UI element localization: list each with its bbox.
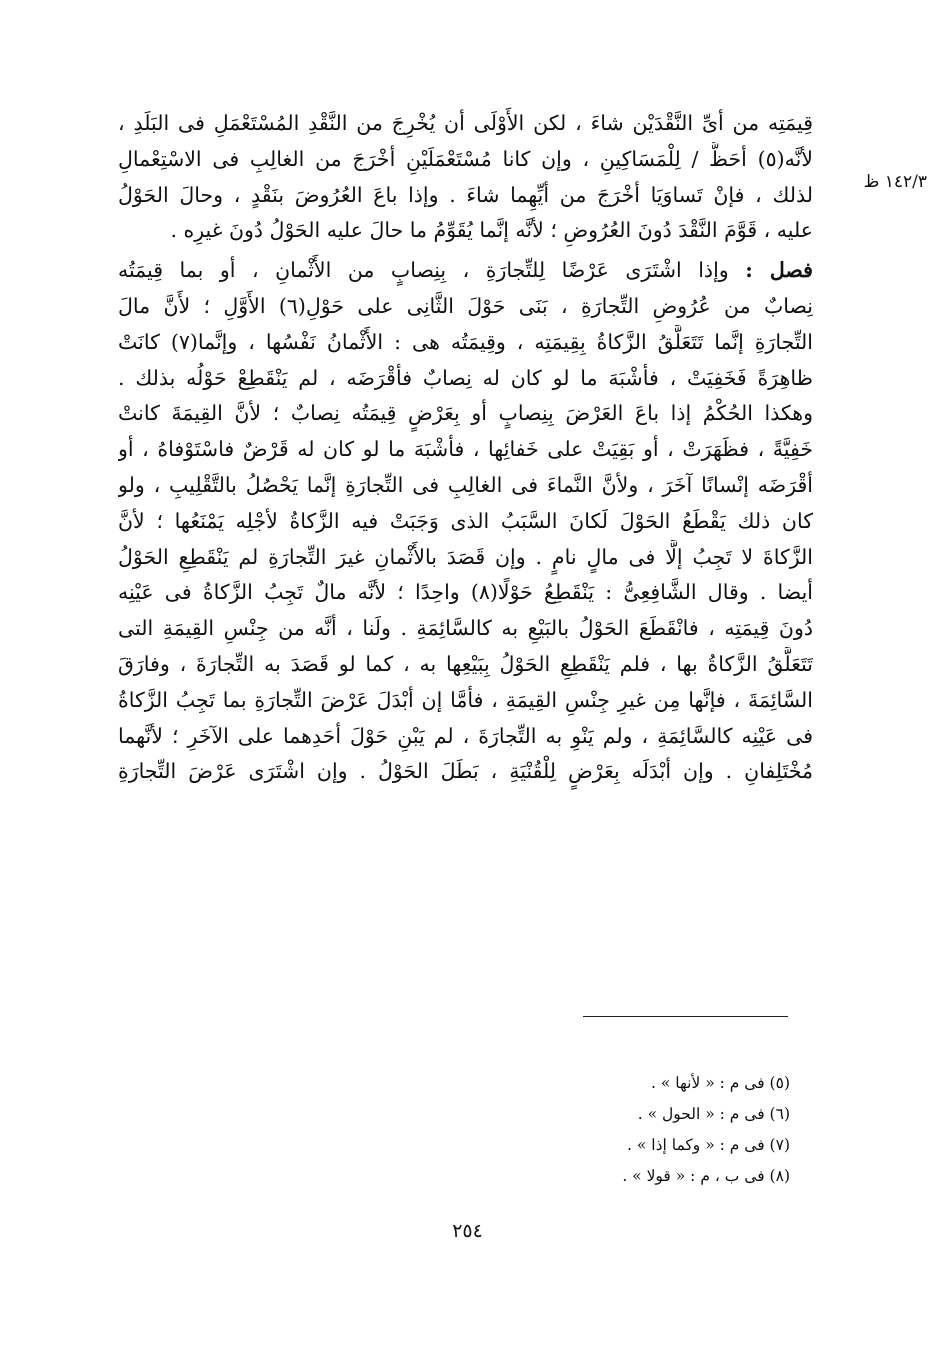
- footnote-separator: [583, 1016, 788, 1017]
- footnote-item: (٥) فى م : « لأنها » .: [651, 1074, 790, 1092]
- text-line: التِّجارَةِ إنَّما تَتَعَلَّقُ الزَّكاةُ بِقِيمَتِه ، وقِيمَتُه هى : الأَثْمانُ نَفْسُها ، وإنَّما(٧) كانَتْ: [118, 329, 813, 354]
- footnote-item: (٨) فى ب ، م : « قولا » .: [622, 1167, 790, 1185]
- paragraph-1: [118, 106, 813, 249]
- footnote-item: (٦) فى م : « الحول » .: [637, 1105, 790, 1123]
- text-line-with-lead: [118, 253, 813, 289]
- text-line: لذلك ، فإنْ تَساوَيَا أخْرَجَ من أيِّهِما شاءَ . وإذا باعَ العُرُوضَ بنَقْدٍ ، وحالَ الحَوْلُ: [118, 182, 813, 207]
- main-text: [118, 106, 813, 790]
- footnotes: [480, 1068, 790, 1192]
- text-line: دُونَ قِيمَتِه ، فانْقَطَعَ الحَوْلُ بالبَيْعِ به كالسَّائِمَةِ . ولَنا ، أنَّه من جِنْسِ القِيمَةِ التى: [118, 616, 813, 641]
- paragraph-2: [118, 253, 813, 790]
- text-line: كان ذلك يَقْطَعُ الحَوْلَ لَكانَ السَّبَبُ الذى وَجَبَتْ فيه الزَّكاةُ لأجْلِه يَمْنَعُها ؛ لأنَّ: [118, 508, 813, 533]
- text-line: السَّائِمَةَ ، فإنَّها مِن غيرِ جِنْسِ القِيمَةِ ، فأمَّا إن أبْدَلَ عَرْضَ التِّجارَةِ بما تَجِبُ الزَّكاةُ: [118, 687, 813, 712]
- text-line: الزَّكاةَ لا تَجِبُ إلَّا فى مالٍ نامٍ . وإن قَصَدَ بالأَثْمانِ غيرَ التِّجارَةِ لم يَنْقَطِعِ الحَوْلُ: [118, 544, 813, 569]
- text-line: فى عَيْنِه كالسَّائِمَةِ ، ولم يَنْوِ به التِّجارَةَ ، لم يَبْنِ حَوْلَ أحَدِهما على الآخَرِ ؛ لأنَّهما: [118, 723, 813, 748]
- text-line: ظاهِرَةً فَخَفِيَتْ ، فأشْبَهَ ما لو كان له نِصابٌ فأقْرَضَه ، لم يَنْقَطِعْ حَوْلُه بذلك .: [118, 365, 813, 390]
- text-line: نِصابٌ من عُرُوضِ التِّجارَةِ ، بَنَى حَوْلَ الثَّانِى على حَوْلِ(٦) الأَوَّلِ ؛ لأَنَّ مالَ: [118, 293, 813, 318]
- text-line: وهكذا الحُكْمُ إذا باعَ العَرْضَ بِنِصابٍ أو بِعَرْضٍ قِيمَتُه نِصابٌ ؛ لأنَّ القِيمَةَ كانتْ: [118, 401, 813, 426]
- text-line: أقْرَضَه إنْسانًا آخَرَ ، ولأنَّ النَّماءَ فى الغالِبِ فى التِّجارَةِ إنَّما يَحْصُلُ بالتَّقْلِيبِ ، ولو: [118, 472, 813, 497]
- text-line: عليه ، قَوَّمَ النَّقْدَ دُونَ العُرُوضِ ؛ لأنَّه إنَّما يُقَوِّمُ ما حالَ عليه الحَوْلُ دُونَ غيرِه .: [170, 218, 813, 243]
- text-line: لأنَّه(٥) أحَظُّ / لِلْمَسَاكِينِ ، وإن كانا مُسْتَعْمَلَيْنِ أخْرَجَ من الغالِبِ فى الاسْتِعْمالِ: [118, 146, 813, 171]
- text-line: قِيمَتِه من أىِّ النَّقْدَيْن شاءَ ، لكن الأَوْلَى أن يُخْرِجَ من النَّقْدِ المُسْتَعْمَلِ فى البَلَدِ ،: [118, 111, 813, 135]
- margin-folio-note: ١٤٢/٣ ظ: [863, 172, 927, 192]
- text-line: أيضا . وقال الشَّافِعِىُّ : يَنْقَطِعُ حَوْلًا(٨) واحِدًا ؛ لأنَّه مالٌ تَجِبُ الزَّكاةُ فى عَيْنِه: [118, 580, 813, 605]
- text-line-rest: وإذا اشْتَرَى عَرْضًا لِلتِّجارَةِ ، بِنِصابٍ من الأَثْمانِ ، أو بما قِيمَتُه: [118, 258, 729, 283]
- text-line: تَتَعَلَّقُ الزَّكاةُ بها ، فلم يَنْقَطِعِ الحَوْلُ بِبَيْعِها به ، كما لو قَصَدَ به التِّجارَةَ ، وفارَقَ: [118, 651, 813, 676]
- section-heading-fasl: فصل :: [745, 258, 813, 283]
- footnote-item: (٧) فى م : « وكما إذا » .: [627, 1136, 790, 1154]
- page-number: ٢٥٤: [452, 1220, 483, 1242]
- text-line: مُخْتَلِفانِ . وإن أبْدَلَه بِعَرْضٍ لِلْقُنْيَةِ ، بَطَلَ الحَوْلُ . وإن اشْتَرَى عَرْضَ التِّجارَةِ: [118, 759, 813, 784]
- text-line: خَفِيَّةً ، فظَهَرَتْ ، أو بَقِيَتْ على خَفائِها ، فأشْبَهَ ما لو كان له قَرْضٌ فاسْتَوْفاهُ ، أو: [118, 437, 813, 462]
